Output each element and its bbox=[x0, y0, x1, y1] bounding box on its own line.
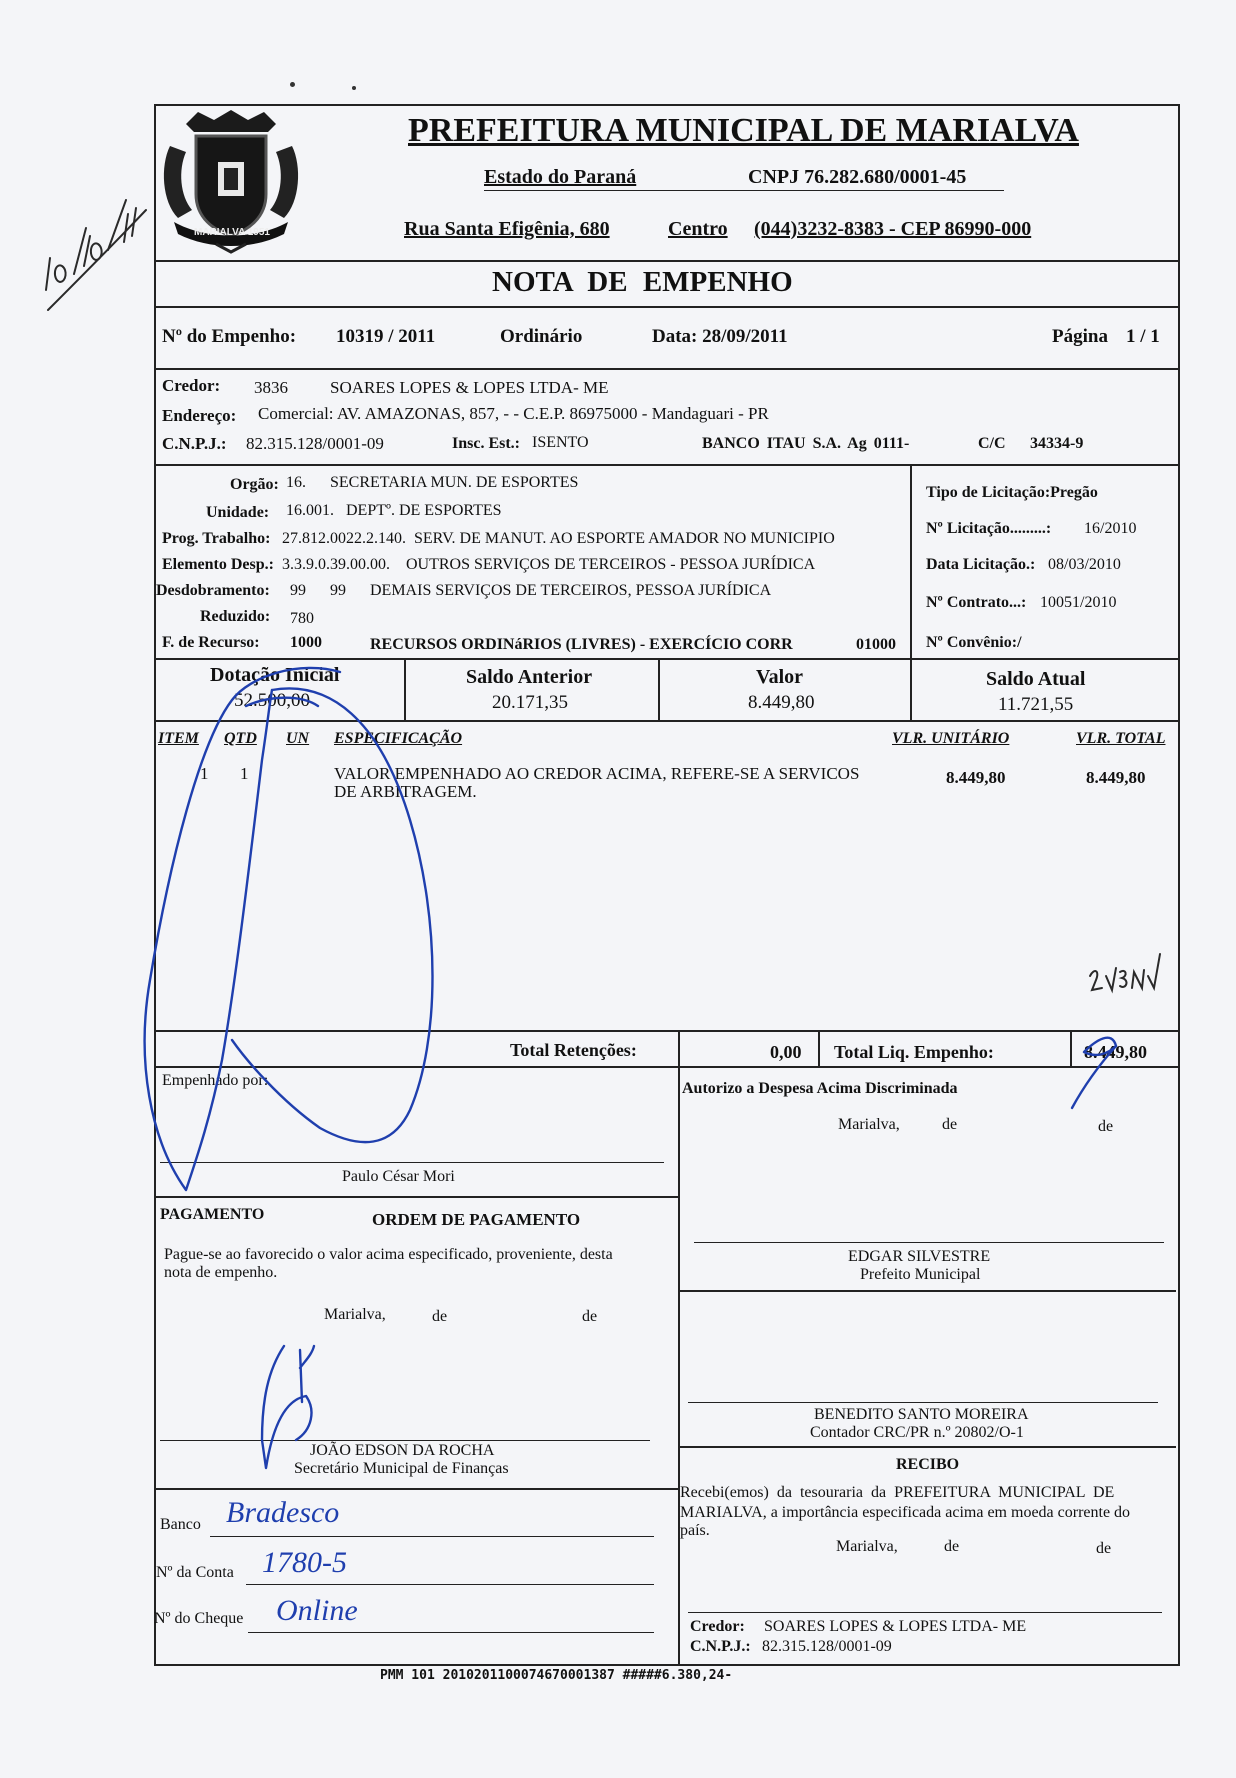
reduzido-label: Reduzido: bbox=[200, 608, 271, 625]
item-qtd: 1 bbox=[240, 764, 249, 783]
signature-line bbox=[688, 1402, 1158, 1403]
phone-cep: (044)3232-8383 - CEP 86990-000 bbox=[754, 218, 1032, 240]
autorizo-title: Autorizo a Despesa Acima Discriminada bbox=[682, 1080, 958, 1097]
divider bbox=[154, 1488, 680, 1490]
recibo-text-2: MARIALVA, a importância especificada acima em moeda corrente do bbox=[680, 1504, 1131, 1521]
autorizo-de-2: de bbox=[1098, 1118, 1114, 1135]
divider bbox=[154, 306, 1178, 308]
pagamento-signer-name: JOÃO EDSON DA ROCHA bbox=[310, 1442, 495, 1459]
banco-handwritten: Bradesco bbox=[226, 1496, 340, 1529]
recibo-title: RECIBO bbox=[896, 1456, 960, 1473]
elemento-label: Elemento Desp.: bbox=[162, 556, 274, 573]
empenho-date: Data: 28/09/2011 bbox=[652, 326, 788, 347]
insc-value: ISENTO bbox=[532, 434, 589, 451]
licitacao-number: 16/2010 bbox=[1084, 520, 1137, 537]
cheque-handwritten: Online bbox=[276, 1594, 358, 1627]
conta-line bbox=[246, 1584, 654, 1585]
pagamento-de-2: de bbox=[582, 1308, 598, 1325]
cheque-label: Nº do Cheque bbox=[154, 1610, 244, 1627]
col-header-unit-value: VLR. UNITÁRIO bbox=[892, 730, 1010, 747]
divider bbox=[154, 1030, 1178, 1032]
speck bbox=[352, 86, 356, 90]
licitacao-date: 08/03/2010 bbox=[1048, 556, 1121, 573]
divider bbox=[910, 658, 912, 720]
recurso-description: RECURSOS ORDINáRIOS (LIVRES) - EXERCÍCIO CORR bbox=[370, 636, 793, 653]
recibo-credor-label: Credor: bbox=[690, 1618, 745, 1635]
divider bbox=[154, 464, 1178, 466]
saldo-atual-value: 11.721,55 bbox=[998, 694, 1074, 715]
address-label: Endereço: bbox=[162, 406, 237, 425]
convenio-label: Nº Convênio:/ bbox=[926, 634, 1022, 651]
item-total-value: 8.449,80 bbox=[1086, 768, 1146, 787]
contador-role: Contador CRC/PR n.º 20802/O-1 bbox=[810, 1424, 1024, 1441]
divider bbox=[154, 260, 1178, 262]
divider bbox=[658, 658, 660, 720]
svg-text:MARIALVA 1951: MARIALVA 1951 bbox=[194, 227, 270, 238]
dotacao-value: 52.500,00 bbox=[234, 690, 310, 711]
contrato-number: 10051/2010 bbox=[1040, 594, 1117, 611]
empenho-type: Ordinário bbox=[500, 326, 583, 347]
pagamento-text-2: nota de empenho. bbox=[164, 1264, 278, 1281]
empenho-number: 10319 / 2011 bbox=[336, 326, 436, 347]
credor-address: Comercial: AV. AMAZONAS, 857, - - C.E.P. 86975000 - Mandaguari - PR bbox=[258, 404, 769, 423]
credor-name: SOARES LOPES & LOPES LTDA- ME bbox=[330, 378, 609, 397]
valor-value: 8.449,80 bbox=[748, 692, 815, 713]
recurso-label: F. de Recurso: bbox=[162, 634, 260, 651]
item-spec-line-2: DE ARBITRAGEM. bbox=[334, 782, 477, 801]
recibo-text-3: país. bbox=[680, 1522, 710, 1539]
cheque-line bbox=[248, 1632, 654, 1633]
autorizo-city: Marialva, bbox=[838, 1116, 900, 1133]
credor-bank: BANCO ITAU S.A. Ag 0111- bbox=[702, 435, 910, 452]
handwritten-margin-date bbox=[28, 170, 148, 320]
handwritten-side-note bbox=[1086, 946, 1170, 1006]
contador-name: BENEDITO SANTO MOREIRA bbox=[814, 1406, 1029, 1423]
page-label: Página bbox=[1052, 326, 1108, 347]
prog-value: 27.812.0022.2.140. SERV. DE MANUT. AO ESPORTE AMADOR NO MUNICIPIO bbox=[282, 530, 835, 547]
divider bbox=[678, 1030, 680, 1066]
mayor-role: Prefeito Municipal bbox=[860, 1266, 981, 1283]
tipo-licitacao: Tipo de Licitação:Pregão bbox=[926, 484, 1098, 501]
divider bbox=[154, 720, 1178, 722]
saldo-anterior-label: Saldo Anterior bbox=[466, 666, 593, 688]
recibo-de-2: de bbox=[1096, 1540, 1112, 1557]
pagamento-city: Marialva, bbox=[324, 1306, 386, 1323]
footer-code: PMM 101 2010201100074670001387 #####6.380,24- bbox=[380, 1668, 733, 1683]
document-title: NOTA DE EMPENHO bbox=[492, 266, 793, 298]
divider bbox=[154, 658, 1178, 660]
pagamento-label: PAGAMENTO bbox=[160, 1206, 265, 1223]
col-header-un: UN bbox=[286, 730, 310, 747]
divider bbox=[910, 464, 912, 660]
col-header-specification: ESPECIFICAÇÃO bbox=[334, 730, 463, 747]
recibo-text-1: Recebi(emos) da tesouraria da PREFEITURA MUNICIPAL DE bbox=[680, 1484, 1115, 1501]
dotacao-label: Dotação Inicial bbox=[210, 664, 340, 686]
municipality-title: PREFEITURA MUNICIPAL DE MARIALVA bbox=[408, 112, 1079, 149]
total-liquido-label: Total Liq. Empenho: bbox=[834, 1042, 994, 1062]
recurso-code: 1000 bbox=[290, 634, 322, 651]
elemento-value: 3.3.9.0.39.00.00. OUTROS SERVIÇOS DE TERCEIROS - PESSOA JURÍDICA bbox=[282, 556, 816, 573]
banco-line bbox=[210, 1536, 654, 1537]
signature-line bbox=[694, 1242, 1164, 1243]
cc-value: 34334-9 bbox=[1030, 435, 1084, 452]
conta-label: Nº da Conta bbox=[156, 1564, 234, 1581]
signature-line bbox=[160, 1162, 664, 1163]
cc-label: C/C bbox=[978, 435, 1006, 452]
pagamento-signer-role: Secretário Municipal de Finanças bbox=[294, 1460, 509, 1477]
recibo-city: Marialva, bbox=[836, 1538, 898, 1555]
recibo-cnpj-label: C.N.P.J.: bbox=[690, 1638, 751, 1655]
coat-of-arms-logo bbox=[156, 106, 306, 254]
desdobramento-value: 99 99 DEMAIS SERVIÇOS DE TERCEIROS, PESSOA JURÍDICA bbox=[290, 582, 772, 599]
contrato-label: Nº Contrato...: bbox=[926, 594, 1027, 611]
licitacao-number-label: Nº Licitação.........: bbox=[926, 520, 1052, 537]
insc-label: Insc. Est.: bbox=[452, 435, 521, 452]
autorizo-de-1: de bbox=[942, 1116, 958, 1133]
total-retencoes-label: Total Retenções: bbox=[510, 1040, 637, 1060]
prog-label: Prog. Trabalho: bbox=[162, 530, 271, 547]
item-number: 1 bbox=[200, 764, 209, 783]
divider bbox=[154, 1066, 1178, 1068]
recurso-number: 01000 bbox=[856, 636, 896, 653]
col-header-qtd: QTD bbox=[224, 730, 257, 747]
empenho-number-label: Nº do Empenho: bbox=[162, 326, 297, 347]
recibo-cnpj: 82.315.128/0001-09 bbox=[762, 1638, 892, 1655]
valor-label: Valor bbox=[756, 666, 804, 688]
header-underline bbox=[484, 190, 1004, 191]
speck bbox=[290, 82, 295, 87]
signature-line bbox=[160, 1440, 650, 1441]
empenhado-name: Paulo César Mori bbox=[342, 1168, 455, 1185]
divider bbox=[678, 1066, 680, 1664]
pagamento-de-1: de bbox=[432, 1308, 448, 1325]
credor-code: 3836 bbox=[254, 378, 288, 397]
unidade-label: Unidade: bbox=[206, 504, 270, 521]
col-header-total-value: VLR. TOTAL bbox=[1076, 730, 1166, 747]
pagamento-text-1: Pague-se ao favorecido o valor acima especificado, proveniente, desta bbox=[164, 1246, 613, 1263]
mayor-name: EDGAR SILVESTRE bbox=[848, 1248, 991, 1265]
total-liquido-value: 8.449,80 bbox=[1084, 1042, 1147, 1062]
divider bbox=[404, 658, 406, 720]
desdobramento-label: Desdobramento: bbox=[156, 582, 270, 599]
orgao-value: 16. SECRETARIA MUN. DE ESPORTES bbox=[286, 474, 579, 491]
municipality-cnpj: CNPJ 76.282.680/0001-45 bbox=[748, 166, 967, 188]
reduzido-value: 780 bbox=[290, 610, 314, 627]
street-address: Rua Santa Efigênia, 680 bbox=[404, 218, 610, 240]
divider bbox=[678, 1446, 1176, 1448]
ordem-pagamento-title: ORDEM DE PAGAMENTO bbox=[372, 1210, 581, 1229]
orgao-label: Orgão: bbox=[230, 476, 279, 493]
unidade-value: 16.001. DEPTº. DE ESPORTES bbox=[286, 502, 502, 519]
state-name: Estado do Paraná bbox=[484, 166, 637, 188]
col-header-item: ITEM bbox=[158, 730, 199, 747]
item-unit-value: 8.449,80 bbox=[946, 768, 1006, 787]
district: Centro bbox=[668, 218, 728, 240]
saldo-atual-label: Saldo Atual bbox=[986, 668, 1086, 690]
credor-cnpj: 82.315.128/0001-09 bbox=[246, 434, 384, 453]
divider bbox=[154, 368, 1178, 370]
cnpj-label: C.N.P.J.: bbox=[162, 434, 227, 453]
credor-label: Credor: bbox=[162, 376, 221, 395]
divider bbox=[154, 1196, 680, 1198]
conta-handwritten: 1780-5 bbox=[262, 1546, 347, 1579]
saldo-anterior-value: 20.171,35 bbox=[492, 692, 568, 713]
licitacao-date-label: Data Licitação.: bbox=[926, 556, 1036, 573]
empenhado-label: Empenhado por: bbox=[162, 1072, 269, 1089]
recibo-credor-name: SOARES LOPES & LOPES LTDA- ME bbox=[764, 1618, 1027, 1635]
banco-label: Banco bbox=[160, 1516, 201, 1533]
recibo-de-1: de bbox=[944, 1538, 960, 1555]
total-retencoes-value: 0,00 bbox=[770, 1042, 802, 1062]
item-spec-line-1: VALOR EMPENHADO AO CREDOR ACIMA, REFERE-SE A SERVICOS bbox=[334, 764, 860, 783]
page-number: 1 / 1 bbox=[1126, 326, 1160, 347]
divider bbox=[678, 1290, 1176, 1292]
divider bbox=[1070, 1030, 1072, 1066]
divider bbox=[818, 1030, 820, 1066]
signature-line bbox=[688, 1612, 1162, 1613]
